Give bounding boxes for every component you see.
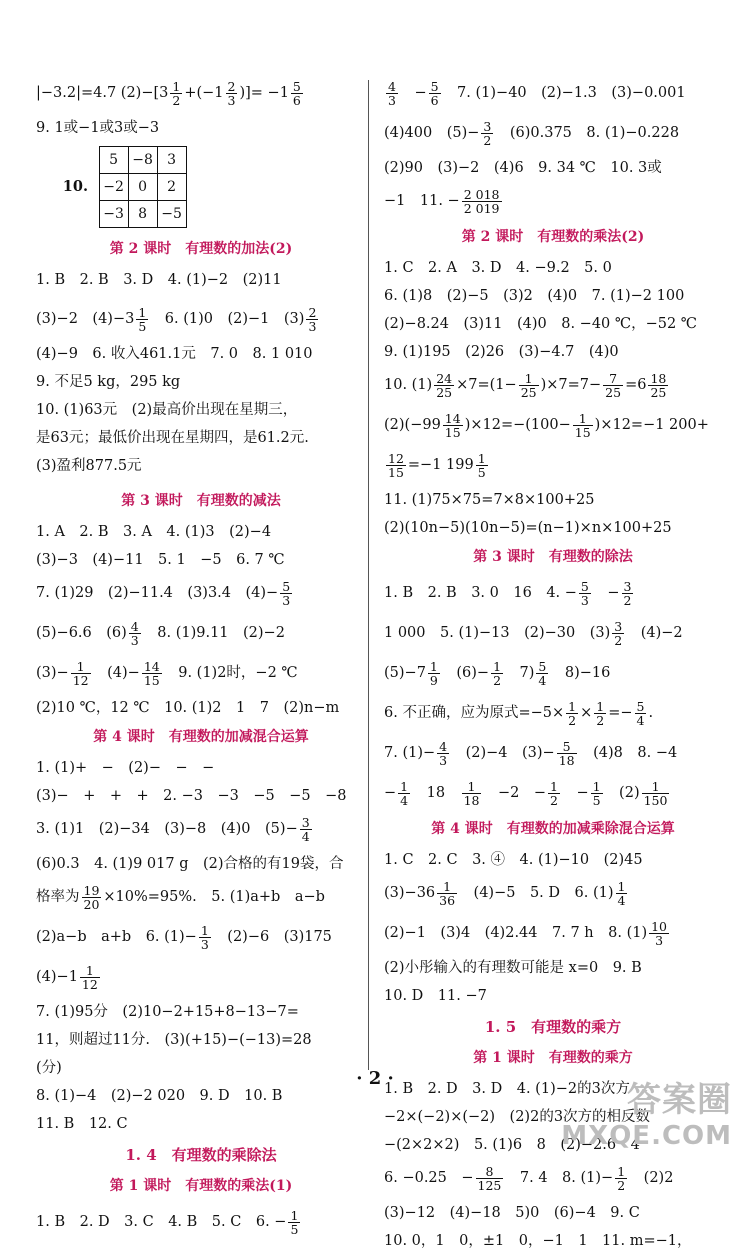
magic-square <box>99 146 187 228</box>
fraction-denominator: 18 <box>558 752 575 768</box>
fraction-denominator: 2 <box>614 632 623 648</box>
section-heading: 1. 4 有理数的乘除法 <box>125 1146 277 1164</box>
fraction-numerator: 4 <box>439 738 448 754</box>
watermark-text: 答案圈 <box>627 1080 732 1120</box>
fraction-denominator: 5 <box>290 1221 299 1237</box>
fraction <box>622 580 634 607</box>
answer-text: (2) <box>604 785 640 801</box>
answer-text: 1. B 2. B 3. 0 16 4. − <box>384 585 577 601</box>
answer-text: − <box>561 785 589 801</box>
fraction <box>288 1209 300 1236</box>
answer-line <box>384 618 722 648</box>
answer-text: × <box>580 705 593 721</box>
fraction <box>536 660 548 687</box>
lesson-heading: 第 2 课时 有理数的乘法(2) <box>461 229 645 245</box>
fraction-denominator: 4 <box>400 792 409 808</box>
fraction-numerator: 24 <box>436 370 453 386</box>
answer-line: 8. (1)−4 (2)−2 020 9. D 10. B <box>36 1088 283 1104</box>
grid-cell: 3 <box>157 147 186 174</box>
answer-text: 3. (1)1 (2)−34 (3)−8 (4)0 (5)− <box>36 821 298 837</box>
answer-text: 7) <box>505 665 535 681</box>
fraction-denominator: 9 <box>429 672 438 688</box>
answer-text: =− <box>608 705 633 721</box>
fraction <box>462 780 482 807</box>
grid-cell: −8 <box>128 147 157 174</box>
watermark-site: MXQE.COM <box>561 1121 732 1151</box>
fraction-denominator: 2 <box>596 712 605 728</box>
answer-line <box>36 922 366 952</box>
lesson-heading: 第 4 课时 有理数的加减混合运算 <box>93 729 309 745</box>
answer-text: −2 − <box>483 785 546 801</box>
fraction-numerator: 4 <box>388 78 396 94</box>
fraction-numerator: 2 <box>227 78 236 94</box>
answer-line: (3)盈利877.5元 <box>36 458 142 474</box>
fraction-denominator: 12 <box>72 672 89 688</box>
lesson-heading: 第 4 课时 有理数的加减乘除混合运算 <box>431 821 675 837</box>
fraction <box>462 188 502 215</box>
fraction <box>476 1165 504 1192</box>
answer-line: 10. D 11. −7 <box>384 988 487 1004</box>
fraction-numerator: 3 <box>623 578 632 594</box>
fraction-numerator: 1 <box>71 660 91 674</box>
fraction <box>80 964 100 991</box>
fraction-numerator: 1 <box>80 964 100 978</box>
fraction <box>615 1165 627 1192</box>
fraction <box>579 580 591 607</box>
answer-text: 8. (1)9.11 (2)−2 <box>142 625 285 641</box>
grid-cell: −5 <box>157 201 186 228</box>
answer-text: 格率为 <box>36 889 80 905</box>
fraction <box>612 620 624 647</box>
answer-text: (2)(−99 <box>384 417 441 433</box>
answer-text: (3)− <box>36 665 69 681</box>
fraction-denominator: 2 019 <box>463 200 500 216</box>
fraction-numerator: 14 <box>444 410 461 426</box>
answer-line: −2×(−2)×(−2) (2)2的3次方的相反数 <box>384 1109 651 1125</box>
fraction-numerator: 1 <box>617 878 626 894</box>
answer-text: 9. (1)2时，−2 ℃ <box>163 665 298 681</box>
answer-line: 11. (1)75×75=7×8×100+25 <box>384 492 595 508</box>
fraction-numerator: 5 <box>557 740 577 754</box>
answer-line: 7. (1)95分 (2)10−2+15+8−13−7= <box>36 1004 299 1020</box>
answer-text: (2)−1 (3)4 (4)2.44 7. 7 h 8. (1) <box>384 925 648 941</box>
grid-label: 10. <box>62 178 88 195</box>
fraction <box>519 372 539 399</box>
answer-line: (4)−9 6. 收入461.1元 7. 0 8. 1 010 <box>36 346 313 362</box>
answer-text: (2)a−b a+b 6. (1)− <box>36 929 197 945</box>
fraction-numerator: 1 <box>568 698 577 714</box>
answer-line: 10. (1)63元 (2)最高价出现在星期三， <box>36 402 298 418</box>
watermark <box>561 1082 732 1154</box>
fraction <box>398 780 410 807</box>
answer-text: − <box>399 85 427 101</box>
fraction <box>557 740 577 767</box>
fraction <box>573 412 593 439</box>
lesson-heading: 第 1 课时 有理数的乘法(1) <box>109 1178 293 1194</box>
answer-line: 9. 不足5 kg，295 kg <box>36 374 181 390</box>
answer-text: 18 <box>412 785 460 801</box>
fraction-numerator: 1 <box>592 778 601 794</box>
answer-line <box>36 1207 366 1237</box>
answer-text: ×7=(1− <box>456 377 517 393</box>
fraction-denominator: 3 <box>308 318 317 334</box>
fraction <box>642 780 670 807</box>
fraction <box>548 780 560 807</box>
answer-text: 1 000 5. (1)−13 (2)−30 (3) <box>384 625 611 641</box>
answer-line <box>384 578 722 608</box>
answer-text: . <box>648 705 654 721</box>
grid-cell: 2 <box>157 174 186 201</box>
answer-text: 6. −0.25 − <box>384 1170 474 1186</box>
fraction <box>291 80 303 107</box>
answer-line <box>384 450 722 480</box>
answer-text: 10. (1) <box>384 377 433 393</box>
answer-line <box>384 878 722 908</box>
fraction-numerator: 1 <box>642 780 670 794</box>
fraction-denominator: 2 <box>483 132 492 148</box>
fraction-denominator: 25 <box>605 384 622 400</box>
fraction-numerator: 8 <box>476 1165 504 1179</box>
answer-text: 7. (1)− <box>384 745 436 761</box>
answer-text: −1 11. − <box>384 193 460 209</box>
fraction-denominator: 15 <box>143 672 160 688</box>
answer-line: 9. (1)195 (2)26 (3)−4.7 (4)0 <box>384 344 619 360</box>
fraction-numerator: 5 <box>282 578 291 594</box>
fraction-numerator: 1 <box>400 778 409 794</box>
answer-text: (3)−2 (4)−3 <box>36 311 135 327</box>
fraction <box>648 372 668 399</box>
answer-text: − <box>592 585 620 601</box>
answer-line: (6)0.3 4. (1)9 017 g (2)合格的有19袋，合 <box>36 856 344 872</box>
answer-text: (2)−4 (3)− <box>451 745 555 761</box>
answer-line <box>384 658 722 688</box>
answer-text: (4)−1 <box>36 969 78 985</box>
fraction-denominator: 3 <box>130 632 139 648</box>
fraction-numerator: 19 <box>83 882 100 898</box>
fraction <box>649 920 669 947</box>
fraction <box>481 120 493 147</box>
answer-line <box>384 1163 722 1193</box>
fraction-denominator: 36 <box>439 892 456 908</box>
fraction-denominator: 3 <box>388 92 396 108</box>
fraction <box>616 880 628 907</box>
answer-line: 1. B 2. D 3. D 4. (1)−2的3次方 <box>384 1081 630 1097</box>
fraction-numerator: 1 <box>573 412 593 426</box>
answer-line <box>36 304 366 334</box>
answer-line: (2)−8.24 (3)11 (4)0 8. −40 ℃，−52 ℃ <box>384 316 698 332</box>
fraction-denominator: 12 <box>81 976 98 992</box>
fraction-denominator: 3 <box>200 936 209 952</box>
fraction-numerator: 1 <box>477 450 486 466</box>
fraction-denominator: 3 <box>655 932 664 948</box>
answer-line <box>36 814 366 844</box>
fraction <box>142 660 162 687</box>
answer-text: (5)−7 <box>384 665 426 681</box>
answer-text: 6. (1)0 (2)−1 (3) <box>150 311 305 327</box>
fraction <box>434 372 454 399</box>
fraction-denominator: 2 <box>568 712 577 728</box>
fraction-numerator: 5 <box>538 658 547 674</box>
fraction-numerator: 1 <box>437 880 457 894</box>
fraction-numerator: 5 <box>636 698 645 714</box>
fraction-numerator: 1 <box>617 1163 626 1179</box>
answer-line: (分) <box>36 1060 62 1076</box>
answer-text: +(−1 <box>184 85 224 101</box>
answer-text: (3)−36 <box>384 885 436 901</box>
grid-cell: 0 <box>128 174 157 201</box>
answer-text: 6. 不正确，应为原式=−5× <box>384 705 565 721</box>
answer-line <box>36 882 366 912</box>
answer-text: )×7=7− <box>540 377 602 393</box>
answer-text: )×12=−1 200+ <box>594 417 709 433</box>
fraction-denominator: 2 <box>172 92 181 108</box>
answer-line: 1. A 2. B 3. A 4. (1)3 (2)−4 <box>36 524 272 540</box>
answer-text: =6 <box>625 377 647 393</box>
answer-line <box>384 186 722 216</box>
answer-line: 11，则超过11分. (3)(+15)−(−13)=28 <box>36 1032 312 1048</box>
fraction-denominator: 3 <box>580 592 589 608</box>
lesson-heading: 第 1 课时 有理数的乘方 <box>473 1050 633 1066</box>
answer-line <box>36 578 366 608</box>
fraction-denominator: 5 <box>592 792 601 808</box>
answer-line: 是63元；最低价出现在星期四，是61.2元. <box>36 430 309 446</box>
lesson-heading: 第 3 课时 有理数的减法 <box>121 493 281 509</box>
answer-line: (2)10 ℃，12 ℃ 10. (1)2 1 7 (2)n−m <box>36 700 340 716</box>
answer-text: )×12=−(100− <box>464 417 571 433</box>
answer-text: (4)400 (5)− <box>384 125 480 141</box>
answer-text: (6)0.375 8. (1)−0.228 <box>495 125 680 141</box>
answer-line: 1. C 2. C 3. ④ 4. (1)−10 (2)45 <box>384 852 643 868</box>
fraction-denominator: 3 <box>439 752 448 768</box>
answer-line: (2)90 (3)−2 (4)6 9. 34 ℃ 10. 3或 <box>384 160 662 176</box>
fraction-denominator: 20 <box>83 896 100 912</box>
fraction-numerator: 5 <box>580 578 589 594</box>
answer-line: (3)− + + + 2. −3 −3 −5 −5 −8 <box>36 788 347 804</box>
answer-line <box>36 658 366 688</box>
fraction <box>226 80 238 107</box>
fraction-denominator: 6 <box>430 92 439 108</box>
answer-text: (4)− <box>92 665 140 681</box>
fraction <box>82 884 102 911</box>
fraction-numerator: 7 <box>603 372 623 386</box>
answer-line: 1. B 2. B 3. D 4. (1)−2 (2)11 <box>36 272 282 288</box>
fraction-numerator: 18 <box>650 370 667 386</box>
fraction <box>71 660 91 687</box>
fraction-numerator: 1 <box>429 658 438 674</box>
answer-text: =−1 199 <box>407 457 474 473</box>
answer-line <box>384 370 722 400</box>
fraction-numerator: 4 <box>130 618 139 634</box>
section-heading: 1. 5 有理数的乘方 <box>484 1018 622 1036</box>
fraction-denominator: 2 <box>623 592 632 608</box>
fraction-numerator: 1 <box>493 658 502 674</box>
answer-text: 8)−16 <box>550 665 611 681</box>
grid-cell: −2 <box>99 174 128 201</box>
answer-line: (3)−3 (4)−11 5. 1 −5 6. 7 ℃ <box>36 552 285 568</box>
answer-text: 7. (1)29 (2)−11.4 (3)3.4 (4)− <box>36 585 279 601</box>
fraction-denominator: 25 <box>436 384 453 400</box>
answer-text: (2)−6 (3)175 <box>212 929 332 945</box>
answer-text: |−3.2|=4.7 (2)−[3 <box>36 85 169 101</box>
answer-line: (3)−12 (4)−18 5)0 (6)−4 9. C <box>384 1205 640 1221</box>
fraction <box>437 740 449 767</box>
answer-line <box>384 738 722 768</box>
fraction <box>199 924 211 951</box>
fraction-numerator: 14 <box>143 658 160 674</box>
answer-line: 9. 1或−1或3或−3 <box>36 120 160 136</box>
answer-text: (5)−6.6 (6) <box>36 625 127 641</box>
fraction-denominator: 3 <box>227 92 236 108</box>
lesson-heading: 第 2 课时 有理数的加法(2) <box>109 241 293 257</box>
fraction-denominator: 15 <box>574 424 591 440</box>
fraction <box>491 660 503 687</box>
fraction <box>603 372 623 399</box>
fraction-denominator: 3 <box>282 592 291 608</box>
fraction <box>280 580 292 607</box>
grid-cell: −3 <box>99 201 128 228</box>
fraction <box>386 452 406 479</box>
lesson-heading: 第 3 课时 有理数的除法 <box>473 549 633 565</box>
fraction-numerator: 5 <box>292 78 301 94</box>
fraction-denominator: 4 <box>301 828 310 844</box>
answer-text: 1. B 2. D 3. C 4. B 5. C 6. − <box>36 1214 287 1230</box>
fraction-numerator: 5 <box>430 78 439 94</box>
answer-line <box>36 962 366 992</box>
fraction-numerator: 3 <box>614 618 623 634</box>
fraction <box>443 412 463 439</box>
answer-line <box>384 778 722 808</box>
fraction <box>136 306 148 333</box>
answer-text: (4)8 8. −4 <box>578 745 678 761</box>
answer-line <box>384 118 722 148</box>
answer-line: −(2×2×2) 5. (1)6 8 (2)−2.6 4 <box>384 1137 640 1153</box>
fraction-numerator: 1 <box>172 78 181 94</box>
fraction <box>306 306 318 333</box>
fraction <box>437 880 457 907</box>
answer-line: 10. 0，1 0，±1 0，−1 1 11. m=−1， <box>384 1233 692 1249</box>
fraction-numerator: 3 <box>483 118 492 134</box>
fraction <box>428 660 440 687</box>
fraction-numerator: 12 <box>388 450 404 466</box>
fraction-denominator: 15 <box>444 424 461 440</box>
answer-line <box>384 78 722 108</box>
fraction <box>170 80 182 107</box>
answer-text: (4)−2 <box>626 625 683 641</box>
fraction-denominator: 5 <box>138 318 147 334</box>
fraction-numerator: 2 <box>308 304 317 320</box>
fraction-denominator: 18 <box>463 792 480 808</box>
fraction-denominator: 25 <box>520 384 537 400</box>
answer-line: 1. C 2. A 3. D 4. −9.2 5. 0 <box>384 260 612 276</box>
page-number: · 2 · <box>356 1068 394 1089</box>
fraction-denominator: 4 <box>617 892 626 908</box>
answer-text: − <box>384 785 397 801</box>
answer-line <box>36 618 366 648</box>
fraction-numerator: 1 <box>550 778 558 794</box>
fraction-denominator: 6 <box>292 92 301 108</box>
fraction-numerator: 1 <box>462 780 482 794</box>
fraction <box>591 780 603 807</box>
fraction-numerator: 1 <box>290 1207 299 1223</box>
fraction-denominator: 125 <box>477 1177 502 1193</box>
fraction-denominator: 2 <box>617 1177 626 1193</box>
fraction-denominator: 25 <box>650 384 667 400</box>
fraction <box>635 700 647 727</box>
fraction-denominator: 2 <box>493 672 502 688</box>
answer-text: ×10%=95%. 5. (1)a+b a−b <box>103 889 325 905</box>
fraction-denominator: 4 <box>636 712 645 728</box>
answer-text: 7. (1)−40 (2)−1.3 (3)−0.001 <box>442 85 686 101</box>
answer-text: (6)− <box>441 665 490 681</box>
fraction <box>594 700 606 727</box>
answer-text: 7. 4 8. (1)− <box>505 1170 614 1186</box>
fraction-denominator: 5 <box>477 464 486 480</box>
fraction-numerator: 3 <box>301 814 310 830</box>
fraction-numerator: 10 <box>651 918 668 934</box>
fraction-denominator: 150 <box>643 792 668 808</box>
answer-line: 11. B 12. C <box>36 1116 128 1132</box>
fraction-numerator: 2 018 <box>463 186 500 202</box>
fraction <box>386 80 398 107</box>
answer-line <box>36 78 366 108</box>
answer-line: (2)小彤输入的有理数可能是 x=0 9. B <box>384 960 642 976</box>
answer-line: 6. (1)8 (2)−5 (3)2 (4)0 7. (1)−2 100 <box>384 288 685 304</box>
grid-answer <box>36 146 366 228</box>
fraction-denominator: 2 <box>550 792 558 808</box>
answer-line <box>384 918 722 948</box>
fraction-numerator: 1 <box>138 304 147 320</box>
column-divider <box>368 80 369 1070</box>
fraction-denominator: 15 <box>388 464 404 480</box>
fraction-denominator: 4 <box>538 672 547 688</box>
fraction <box>129 620 141 647</box>
fraction <box>300 816 312 843</box>
fraction-numerator: 1 <box>519 372 539 386</box>
answer-line: 1. (1)+ − (2)− − − <box>36 760 215 776</box>
grid-cell: 5 <box>99 147 128 174</box>
answer-text: (2)2 <box>629 1170 674 1186</box>
fraction-numerator: 1 <box>200 922 209 938</box>
fraction <box>476 452 488 479</box>
answer-line <box>384 698 722 728</box>
answer-line: (2)(10n−5)(10n−5)=(n−1)×n×100+25 <box>384 520 672 536</box>
answer-text: (4)−5 5. D 6. (1) <box>459 885 614 901</box>
fraction-numerator: 1 <box>596 698 605 714</box>
fraction <box>566 700 578 727</box>
answer-line <box>384 410 722 440</box>
answer-text: )]= −1 <box>239 85 289 101</box>
fraction <box>429 80 441 107</box>
grid-cell: 8 <box>128 201 157 228</box>
